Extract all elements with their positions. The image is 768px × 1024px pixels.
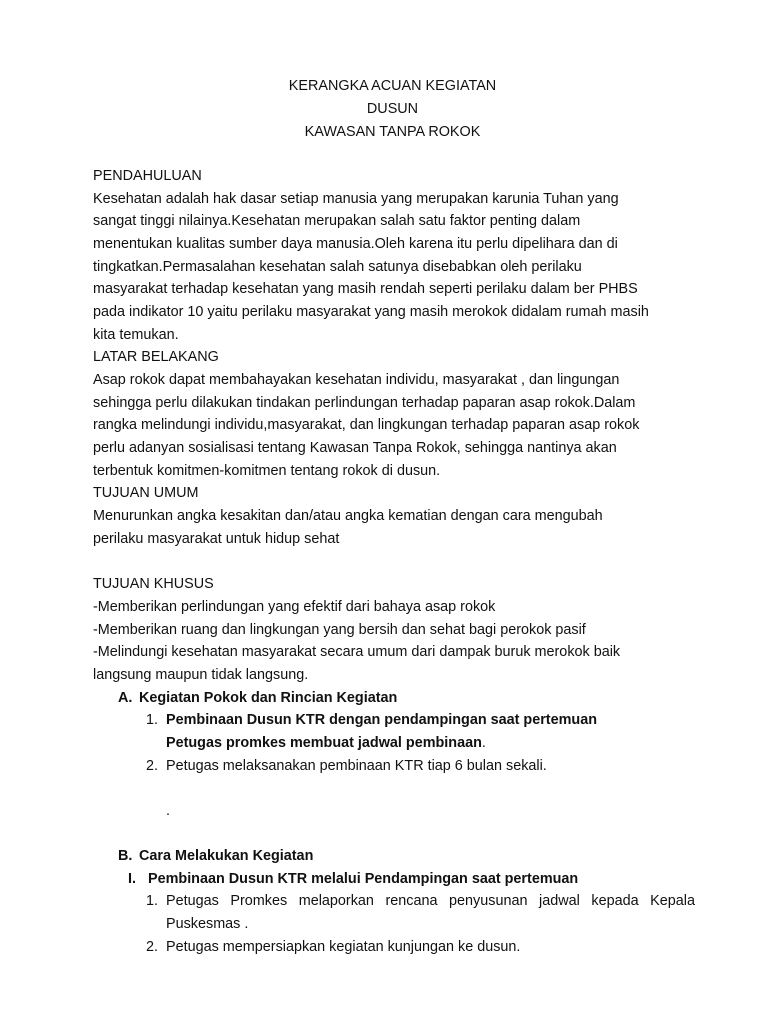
pendahuluan-line: menentukan kualitas sumber daya manusia.Oleh karena itu perlu dipelihara dan di [93, 236, 618, 252]
pendahuluan-line: sangat tinggi nilainya.Kesehatan merupakan salah satu faktor penting dalam [93, 213, 581, 229]
section-b-item-1-line-2: Puskesmas . [166, 916, 249, 932]
document-title-line-3: KAWASAN TANPA ROKOK [304, 124, 481, 140]
pendahuluan-line: pada indikator 10 yaitu perilaku masyarakat yang masih merokok didalam rumah masih [93, 304, 649, 320]
section-b-sub-marker: I. [128, 871, 136, 887]
pendahuluan-heading: PENDAHULUAN [93, 168, 202, 184]
latar-belakang-heading: LATAR BELAKANG [93, 349, 219, 365]
tujuan-khusus-line: -Melindungi kesehatan masyarakat secara umum dari dampak buruk merokok baik [93, 644, 621, 660]
stray-dot: . [166, 803, 170, 819]
document-title-line-1: KERANGKA ACUAN KEGIATAN [288, 78, 497, 94]
section-a-item-2-text: Petugas melaksanakan pembinaan KTR tiap 6 bulan sekali. [166, 758, 547, 774]
tujuan-khusus-line: -Memberikan ruang dan lingkungan yang bersih dan sehat bagi perokok pasif [93, 622, 586, 638]
latar-belakang-line: rangka melindungi individu,masyarakat, dan lingkungan terhadap paparan asap rokok [93, 417, 640, 433]
pendahuluan-line: Kesehatan adalah hak dasar setiap manusia yang merupakan karunia Tuhan yang [93, 191, 619, 207]
section-a-item-1-line-2-wrap [166, 735, 486, 751]
section-a-item-1-line-2: Petugas promkes membuat jadwal pembinaan [166, 735, 482, 751]
latar-belakang-line: terbentuk komitmen-komitmen tentang rokok di dusun. [93, 463, 441, 479]
tujuan-umum-line: Menurunkan angka kesakitan dan/atau angka kematian dengan cara mengubah [93, 508, 603, 524]
section-a-item-1-line-2-end: . [481, 735, 486, 751]
document-title-line-2: DUSUN [366, 101, 419, 117]
section-b-sub-heading: Pembinaan Dusun KTR melalui Pendampingan saat pertemuan [148, 871, 579, 887]
pendahuluan-line: masyarakat terhadap kesehatan yang masih rendah seperti perilaku dalam ber PHBS [93, 281, 638, 297]
latar-belakang-line: Asap rokok dapat membahayakan kesehatan individu, masyarakat , dan lingungan [93, 372, 620, 388]
section-a-marker: A. [118, 690, 133, 706]
tujuan-umum-line: perilaku masyarakat untuk hidup sehat [93, 531, 340, 547]
tujuan-khusus-line: langsung maupun tidak langsung. [93, 667, 309, 683]
tujuan-khusus-line: -Memberikan perlindungan yang efektif dari bahaya asap rokok [93, 599, 496, 615]
section-b-heading: Cara Melakukan Kegiatan [139, 848, 314, 864]
section-a-heading: Kegiatan Pokok dan Rincian Kegiatan [139, 690, 398, 706]
tujuan-umum-heading: TUJUAN UMUM [93, 485, 199, 501]
pendahuluan-line: kita temukan. [93, 327, 179, 343]
section-b-item-1-marker: 1. [146, 893, 159, 909]
pendahuluan-line: tingkatkan.Permasalahan kesehatan salah satunya disebabkan oleh perilaku [93, 259, 582, 275]
section-b-item-2-marker: 2. [146, 939, 159, 955]
section-b-item-1-line-1: Petugas Promkes melaporkan rencana penyusunan jadwal kepada Kepala [166, 893, 695, 909]
section-b-item-2-text: Petugas mempersiapkan kegiatan kunjungan ke dusun. [166, 939, 521, 955]
latar-belakang-line: sehingga perlu dilakukan tindakan perlindungan terhadap paparan asap rokok.Dalam [93, 395, 636, 411]
section-a-item-1-line-1: Pembinaan Dusun KTR dengan pendampingan saat pertemuan [166, 712, 597, 728]
section-a-item-2-marker: 2. [146, 758, 159, 774]
latar-belakang-line: perlu adanyan sosialisasi tentang Kawasan Tanpa Rokok, sehingga nantinya akan [93, 440, 617, 456]
section-a-item-1-marker: 1. [146, 712, 159, 728]
section-b-marker: B. [118, 848, 133, 864]
tujuan-khusus-heading: TUJUAN KHUSUS [93, 576, 214, 592]
